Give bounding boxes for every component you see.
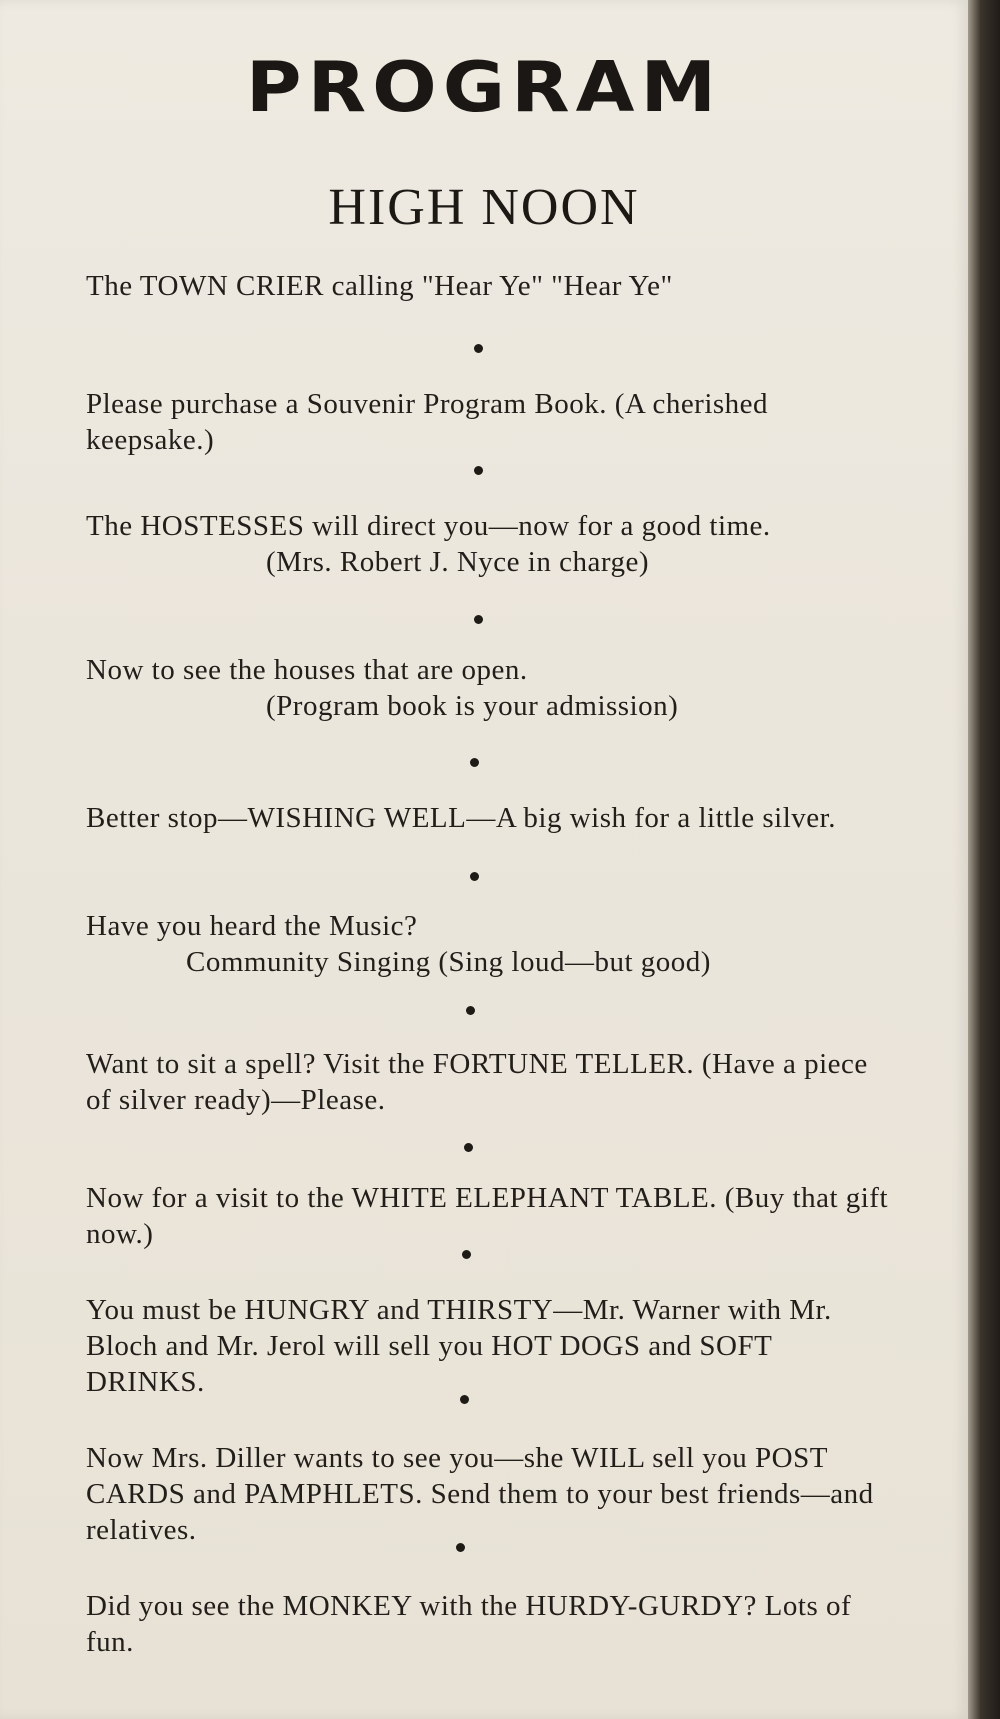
separator-bullet <box>462 1250 471 1259</box>
program-item-text: Better stop—WISHING WELL—A big wish for a little silver. <box>86 802 836 834</box>
program-item-text: Have you heard the Music? <box>86 910 418 942</box>
program-item-wishing-well <box>86 800 896 836</box>
separator-bullet <box>470 872 479 881</box>
program-item-music <box>86 908 896 980</box>
program-item-text: Now for a visit to the WHITE ELEPHANT TABLE. (Buy that gift now.) <box>86 1182 889 1250</box>
separator-bullet <box>470 758 479 767</box>
program-item-hot-dogs <box>86 1292 896 1400</box>
program-item-subtext: (Program book is your admission) <box>266 690 679 722</box>
separator-bullet <box>474 615 483 624</box>
program-item-text: Want to sit a spell? Visit the FORTUNE TELLER. (Have a piece of silver ready)—Please. <box>86 1048 868 1116</box>
program-item-text: Please purchase a Souvenir Program Book. (A cherished keepsake.) <box>86 388 769 456</box>
program-item-text: You must be HUNGRY and THIRSTY—Mr. Warner with Mr. Bloch and Mr. Jerol will sell you HOT DOGS and SOFT DRINKS. <box>86 1294 832 1398</box>
page-title: PROGRAM <box>245 45 723 128</box>
program-item-white-elephant <box>86 1180 896 1252</box>
program-item-houses <box>86 652 896 724</box>
separator-bullet <box>460 1395 469 1404</box>
program-item-post-cards <box>86 1440 896 1548</box>
program-item-subtext: Community Singing (Sing loud—but good) <box>186 946 711 978</box>
separator-bullet <box>456 1543 465 1552</box>
separator-bullet <box>466 1006 475 1015</box>
program-item-monkey <box>86 1588 896 1660</box>
program-item-hostesses <box>86 508 896 580</box>
page-subtitle: HIGH NOON <box>328 179 640 236</box>
program-item-text: The TOWN CRIER calling "Hear Ye" "Hear Ye" <box>86 270 673 302</box>
program-item-subtext: (Mrs. Robert J. Nyce in charge) <box>266 546 649 578</box>
program-item-text: Now to see the houses that are open. <box>86 654 528 686</box>
page-edge-shadow <box>968 0 1000 1719</box>
program-item-text: Now Mrs. Diller wants to see you—she WILL sell you POST CARDS and PAMPHLETS. Send them to your best friends—and relatives. <box>86 1442 874 1546</box>
program-item-text: Did you see the MONKEY with the HURDY-GURDY? Lots of fun. <box>86 1590 852 1658</box>
separator-bullet <box>474 466 483 475</box>
program-item-text: The HOSTESSES will direct you—now for a good time. <box>86 510 771 542</box>
program-item-town-crier <box>86 268 896 304</box>
separator-bullet <box>474 344 483 353</box>
separator-bullet <box>464 1143 473 1152</box>
program-item-souvenir <box>86 386 896 458</box>
program-item-fortune-teller <box>86 1046 896 1118</box>
